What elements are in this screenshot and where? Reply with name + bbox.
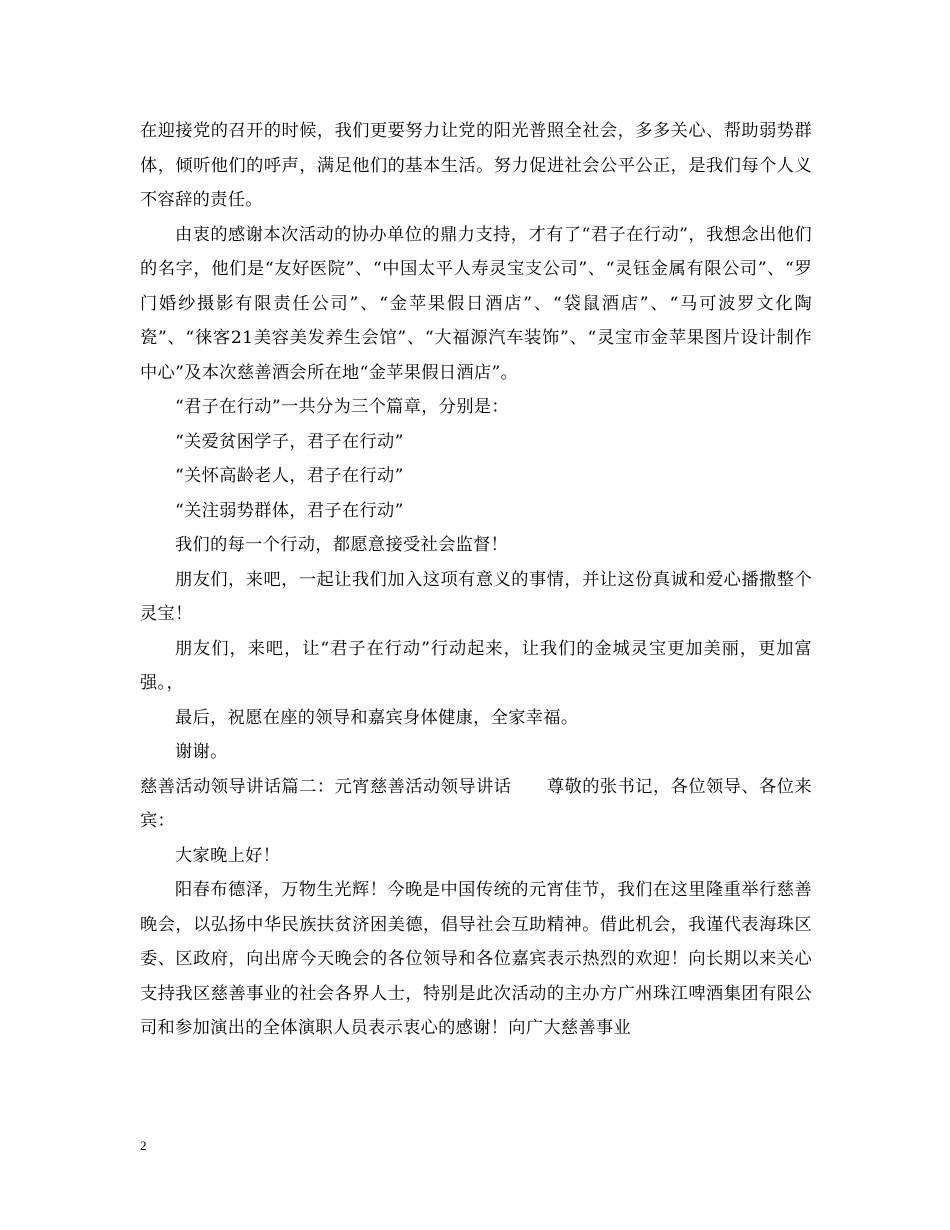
paragraph: 谢谢。 [175,742,228,762]
paragraph: “关注弱势群体，君子在行动” [175,500,404,521]
section-heading-paragraph: 慈善活动领导讲话篇二：元宵慈善活动领导讲话 尊敬的张书记，各位领导、各位来宾： [140,776,812,831]
paragraph: 我们的每一个行动，都愿意接受社会监督！ [175,535,509,555]
paragraph: “关爱贫困学子，君子在行动” [175,431,404,452]
paragraph: 由衷的感谢本次活动的协办单位的鼎力支持，才有了“君子在行动”，我想念出他们的名字，他们是“友好医院”、“中国太平人寿灵宝支公司”、“灵钰金属有限公司”、“罗门婚纱摄影有限责任公司”、“金苹果假日酒店”、“袋鼠酒店”、“马可波罗文化陶瓷”、“徕客21美容美发养生会馆”、“大福源汽车装饰”、“灵宝市金苹果图片设计制作中心”及本次慈善酒会所在地“金苹果假日酒店”。 [140,224,812,383]
paragraph: “君子在行动”一共分为三个篇章，分别是： [175,397,509,417]
paragraph: 大家晚上好！ [175,845,281,866]
paragraph: 在迎接党的召开的时候，我们更要努力让党的阳光普照全社会，多多关心、帮助弱势群体，倾听他们的呼声，满足他们的基本生活。努力促进社会公平公正，是我们每个人义不容辞的责任。 [140,121,812,210]
document-body [140,114,812,1046]
paragraph: 阳春布德泽，万物生光辉！今晚是中国传统的元宵佳节，我们在这里隆重举行慈善晚会，以弘扬中华民族扶贫济困美德，倡导社会互助精神。借此机会，我谨代表海珠区委、区政府，向出席今天晚会的各位领导和各位嘉宾表示热烈的欢迎！向长期以来关心支持我区慈善事业的社会各界人士，特别是此次活动的主办方广州珠江啤酒集团有限公司和参加演出的全体演职人员表示衷心的感谢！向广大慈善事业 [140,880,812,1038]
paragraph: 朋友们，来吧，一起让我们加入这项有意义的事情，并让这份真诚和爱心播撒整个灵宝！ [140,569,812,624]
paragraph: 朋友们，来吧，让“君子在行动”行动起来，让我们的金城灵宝更加美丽，更加富强。， [140,638,812,693]
paragraph: “关怀高龄老人，君子在行动” [175,466,404,486]
paragraph: 最后，祝愿在座的领导和嘉宾身体健康，全家幸福。 [175,707,579,728]
page-number: 2 [140,1138,147,1153]
